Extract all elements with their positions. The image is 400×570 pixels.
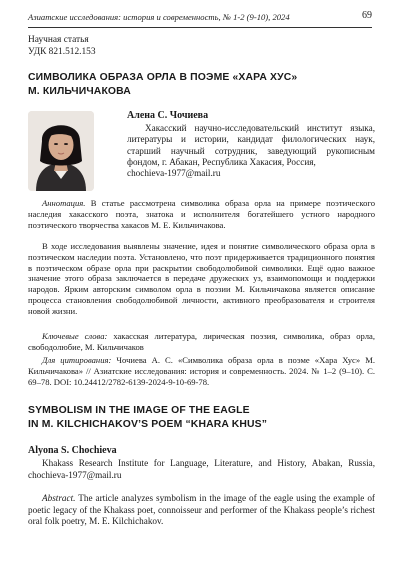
citation-ru-label: Для цитирования: <box>42 355 112 365</box>
abstract-en-label: Abstract. <box>42 493 76 503</box>
keywords-ru-text: хакасская литература, лирическая поэзия, символика, образ орла, свободолюбие, М. Кильчичаков <box>28 331 375 352</box>
citation-ru <box>28 355 375 387</box>
author-name-en: Alyona S. Chochieva <box>28 445 117 456</box>
keywords-ru <box>28 331 375 353</box>
abstract-ru-text1: В статье рассмотрена символика образа орла на примере поэтического наследия хакасского поэта, знатока и исполнителя богатейшего устного народного поэтического творчества хакасов М. Е. Кильчичакова. <box>28 198 375 230</box>
abstract-en-text: The article analyzes symbolism in the image of the eagle using the example of poetic legacy of the Khakass poet, connoisseur and performer of the Khakass people’s richest oral folk poetry, M. E. Kilchichakov. <box>28 493 375 527</box>
title-en <box>28 404 378 432</box>
abstract-ru-text2: В ходе исследования выявлены значение, идея и понятие символического образа орла в поэтическом наследии поэта. Установлено, что поэт придерживается традиционного понятия в поэтическом образе орла при раскрытии свободолюбивой символики. Ещё одно важное значение этого образа заключается в передаче дружеских уз, взаимопомощи и поддержки народов. Ярким авторским символом орла в поэзии М. Кильчичакова является описание процесса становления свободолюбивой личности, активного преобразователя и строителя новой жизни. <box>28 241 375 316</box>
author-email-ru[interactable]: chochieva-1977@mail.ru <box>127 168 221 179</box>
abstract-ru-p1 <box>28 198 375 230</box>
article-meta <box>28 34 96 58</box>
author-name-ru: Алена С. Чочиева <box>127 110 209 121</box>
citation-ru-text: Чочиева А. С. «Символика образа орла в поэме «Хара Хус» М. Кильчичакова» // Азиатские исследования: история и современность. 2024. № 1–2 (9–10). С. 69–78. DOI: 10.24412/2782-6139-2024-9-10-69-78. <box>28 355 375 387</box>
page-number: 69 <box>362 10 372 21</box>
affiliation-ru-text: Хакасский научно-исследовательский институт языка, литературы и истории, кандидат филологических наук, старший научный сотрудник, заведующий рукописным фондом, г. Абакан, Республика Хакасия, Россия, <box>127 123 375 167</box>
title-ru-line2: М. КИЛЬЧИЧАКОВА <box>28 86 131 97</box>
abstract-ru-p2 <box>28 241 375 317</box>
author-affiliation-en: Khakass Research Institute for Language, Literature, and History, Abakan, Russia, chochieva-1977@mail.ru <box>28 458 375 480</box>
title-ru-line1: СИМВОЛИКА ОБРАЗА ОРЛА В ПОЭМЕ «ХАРА ХУС» <box>28 72 298 83</box>
article-type: Научная статья <box>28 35 89 45</box>
abstract-en <box>28 493 375 528</box>
title-ru <box>28 71 378 99</box>
author-photo <box>28 111 94 191</box>
abstract-ru-label: Аннотация. <box>42 198 86 208</box>
author-portrait-image <box>28 111 94 191</box>
title-en-line1: SYMBOLISM IN THE IMAGE OF THE EAGLE <box>28 405 250 416</box>
keywords-ru-label: Ключевые слова: <box>42 331 108 341</box>
running-header <box>28 12 372 28</box>
title-en-line2: IN M. KILCHICHAKOV’S POEM “KHARA KHUS” <box>28 419 268 430</box>
journal-title: Азиатские исследования: история и современность, № 1-2 (9-10), 2024 <box>28 12 290 22</box>
udk-code: УДК 821.512.153 <box>28 47 96 57</box>
author-affiliation-ru <box>127 123 375 179</box>
